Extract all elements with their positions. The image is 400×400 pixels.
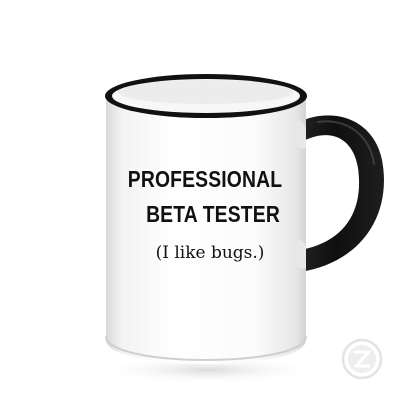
zazzle-z-icon — [341, 338, 383, 380]
mug-interior-shade — [118, 80, 294, 104]
print-line-professional: PROFESSIONAL — [127, 166, 283, 192]
print-line-beta-tester: BETA TESTER — [146, 201, 280, 227]
mug-body — [106, 96, 306, 364]
print-line-i-like-bugs: (I like bugs.) — [155, 243, 265, 263]
